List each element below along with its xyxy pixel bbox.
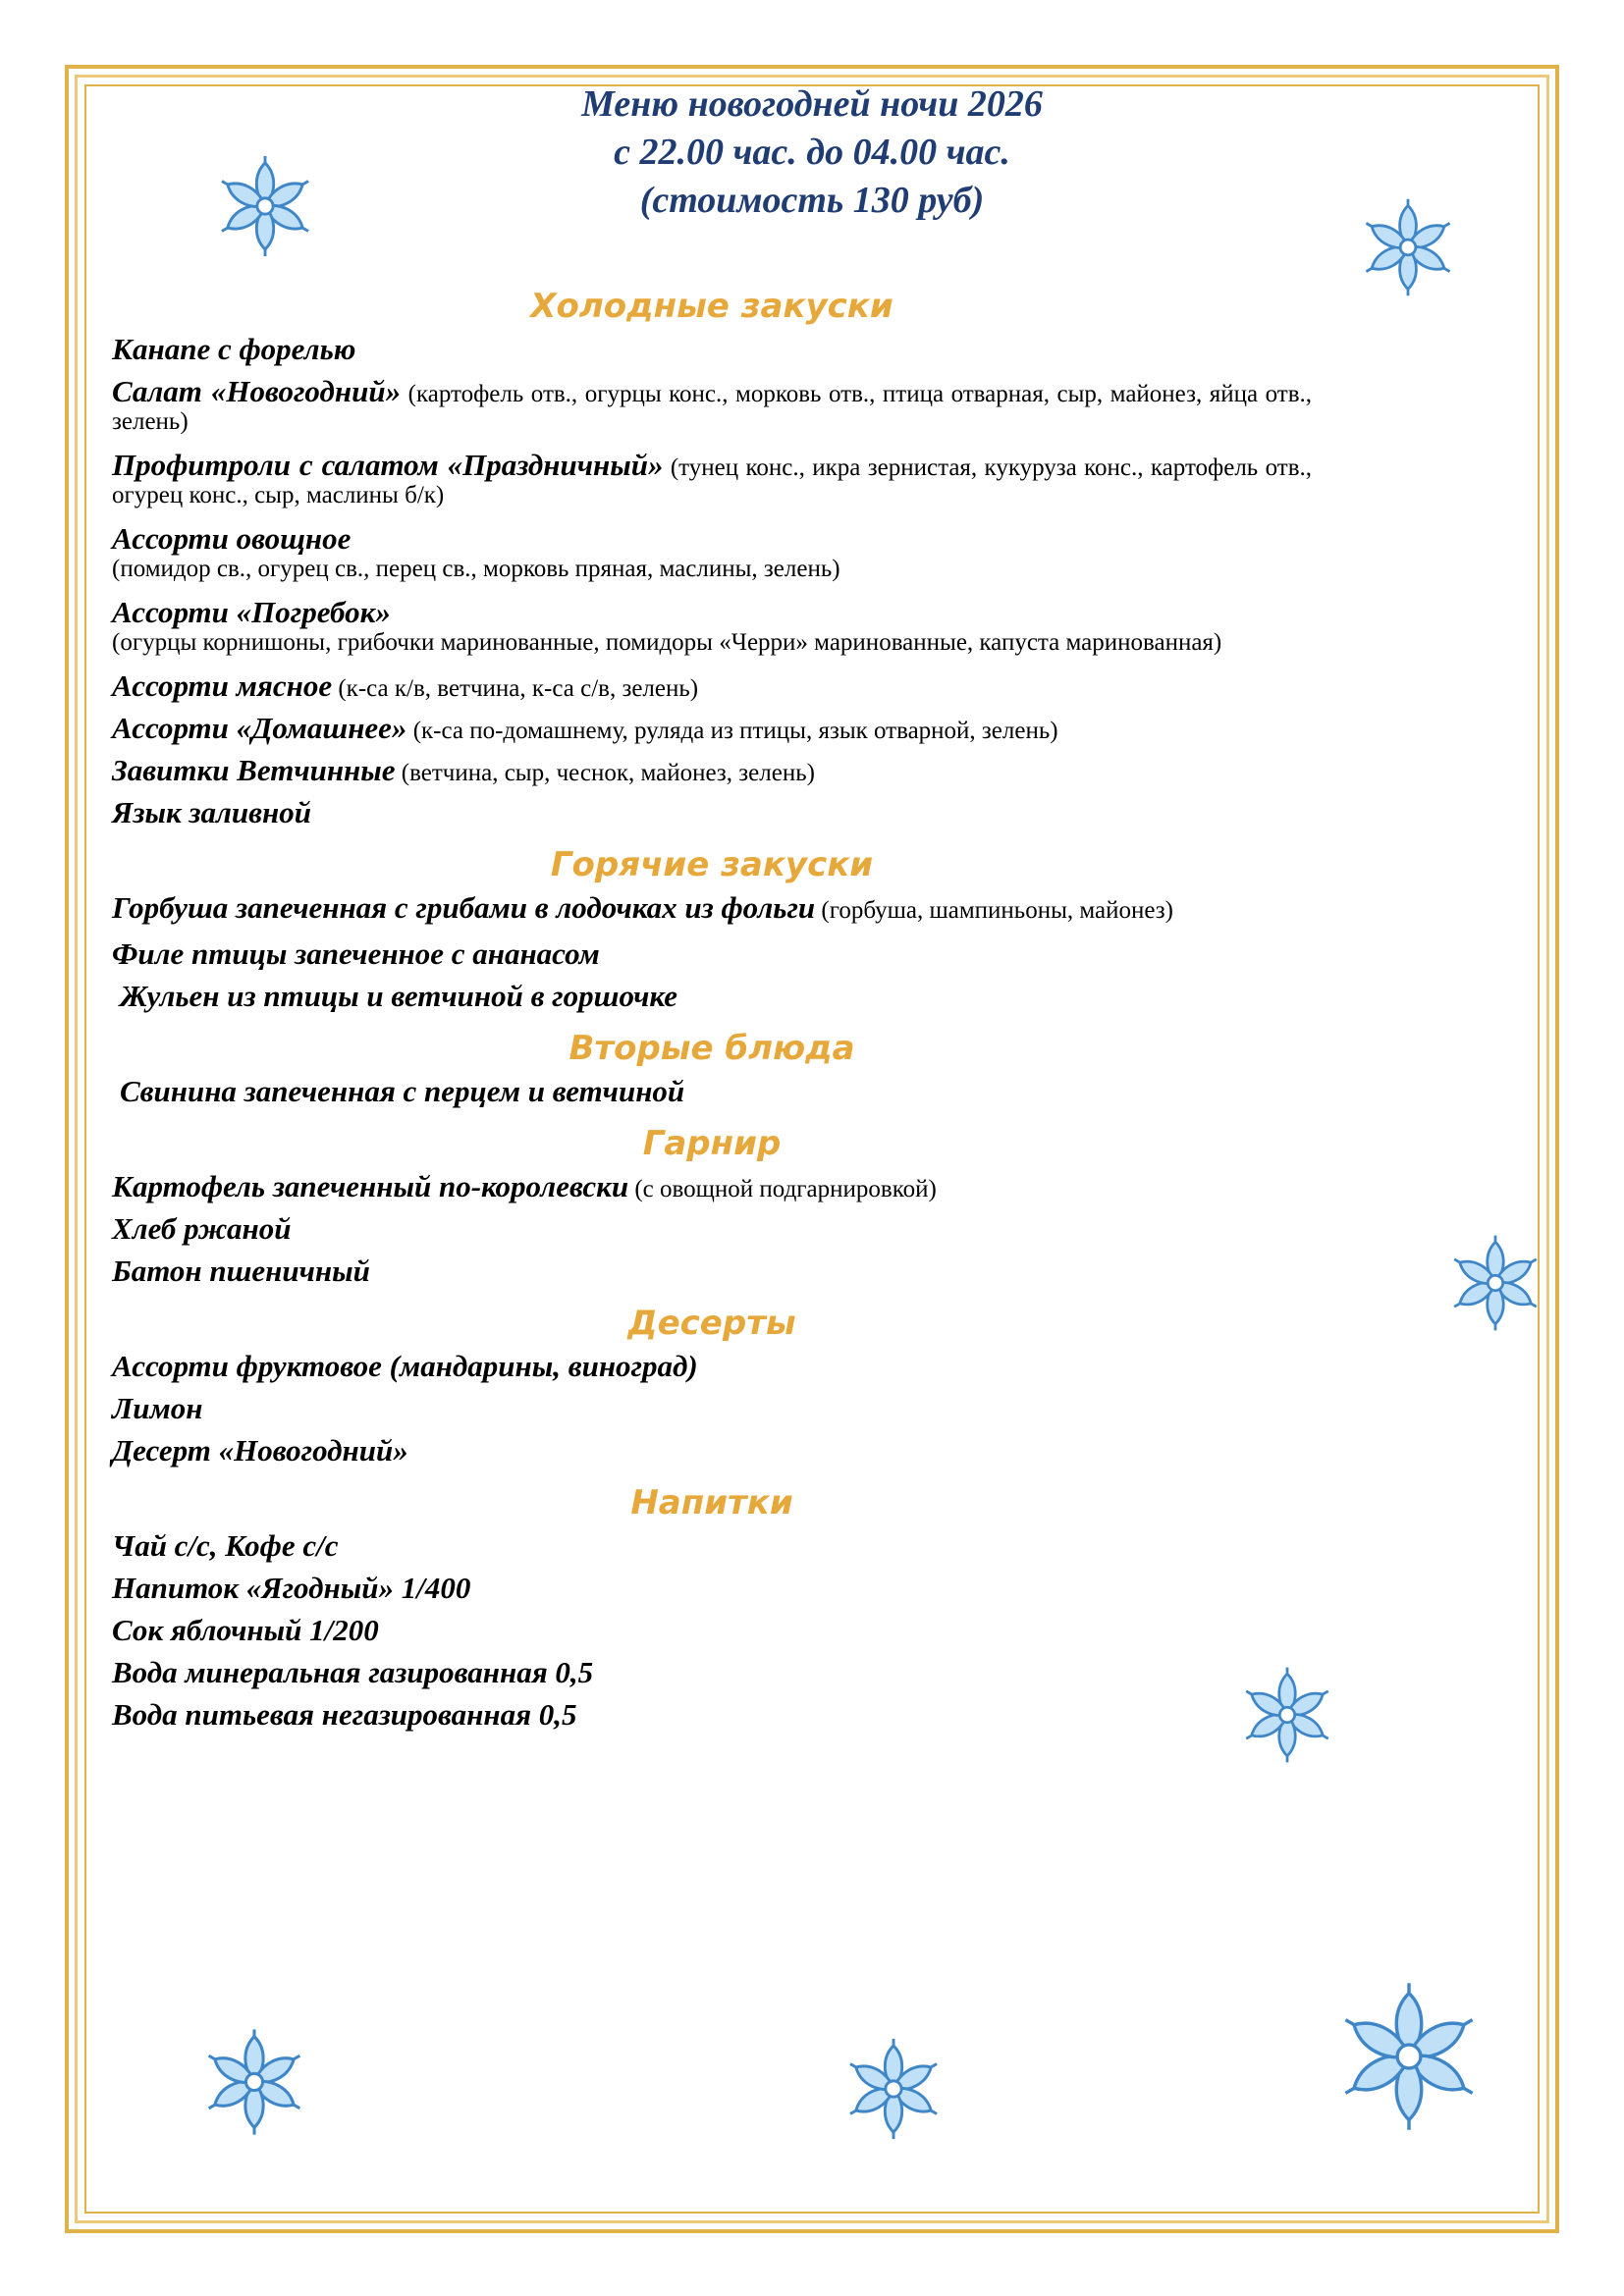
menu-item: Ассорти «Погребок» (огурцы корнишоны, грибочки маринованные, помидоры «Черри» маринованные, капуста маринованная) xyxy=(112,595,1222,656)
section-title: Гарнир xyxy=(642,1124,782,1163)
menu-item: Десерт «Новогодний» xyxy=(112,1433,408,1468)
menu-item: Лимон xyxy=(112,1391,203,1425)
section-garnish xyxy=(112,1122,1312,1288)
menu-title: Меню новогодней ночи 2026 xyxy=(581,83,1043,125)
snowflake-icon xyxy=(1233,1661,1341,1769)
menu-item: Вода минеральная газированная 0,5 xyxy=(112,1655,594,1689)
menu-item: Напиток «Ягодный» 1/400 xyxy=(112,1571,471,1605)
snowflake-icon xyxy=(208,149,322,263)
menu-item: Ассорти «Домашнее» (к-са по-домашнему, руляда из птицы, язык отварной, зелень) xyxy=(112,711,1058,745)
snowflake-icon xyxy=(837,2032,950,2146)
menu-item: Профитроли с салатом «Праздничный» (тунец конс., икра зернистая, кукуруза конс., картофель отв., огурец конс., сыр, маслины б/к) xyxy=(112,448,1312,508)
snowflake-icon xyxy=(1441,1229,1549,1337)
menu-item: Чай с/с, Кофе с/с xyxy=(112,1528,339,1563)
snowflake-icon xyxy=(1326,1973,1492,2140)
menu-time: с 22.00 час. до 04.00 час. xyxy=(614,132,1010,173)
section-title: Десерты xyxy=(627,1304,796,1343)
menu-item: Хлеб ржаной xyxy=(112,1211,292,1246)
menu-item: Жульен из птицы и ветчиной в горшочке xyxy=(120,979,677,1013)
menu-item: Филе птицы запеченное с ананасом xyxy=(112,936,600,971)
menu-item: Горбуша запеченная с грибами в лодочках из фольги (горбуша, шампиньоны, майонез) xyxy=(112,890,1173,925)
section-cold-appetizers xyxy=(112,285,1312,829)
menu-content xyxy=(112,285,1312,1743)
menu-item: Картофель запеченный по-королевски (с овощной подгарнировкой) xyxy=(112,1169,937,1203)
snowflake-icon xyxy=(1353,192,1463,302)
section-desserts xyxy=(112,1302,1312,1468)
menu-item: Ассорти фруктовое (мандарины, виноград) xyxy=(112,1349,698,1383)
section-title: Вторые блюда xyxy=(568,1029,855,1068)
section-drinks xyxy=(112,1481,1312,1732)
section-title: Напитки xyxy=(630,1483,793,1522)
menu-item: Завитки Ветчинные (ветчина, сыр, чеснок, майонез, зелень) xyxy=(112,753,815,787)
menu-item: Салат «Новогодний» (картофель отв., огурцы конс., морковь отв., птица отварная, сыр, майонез, яйца отв., зелень) xyxy=(112,374,1312,435)
menu-price: (стоимость 130 руб) xyxy=(639,180,985,221)
menu-item: Свинина запеченная с перцем и ветчиной xyxy=(120,1074,685,1108)
menu-item: Ассорти овощное (помидор св., огурец св., перец св., морковь пряная, маслины, зелень) xyxy=(112,521,840,582)
menu-item: Канапе с форелью xyxy=(112,332,356,366)
menu-item: Язык заливной xyxy=(112,795,311,829)
menu-item: Вода питьевая негазированная 0,5 xyxy=(112,1697,577,1732)
snowflake-icon xyxy=(194,2022,314,2142)
section-hot-appetizers xyxy=(112,843,1312,1013)
menu-item: Ассорти мясное (к-са к/в, ветчина, к-са с/в, зелень) xyxy=(112,668,699,703)
menu-item: Батон пшеничный xyxy=(112,1254,370,1288)
section-title: Холодные закуски xyxy=(530,287,893,326)
section-main-courses xyxy=(112,1027,1312,1108)
section-title: Горячие закуски xyxy=(550,845,874,884)
menu-item: Сок яблочный 1/200 xyxy=(112,1613,379,1647)
